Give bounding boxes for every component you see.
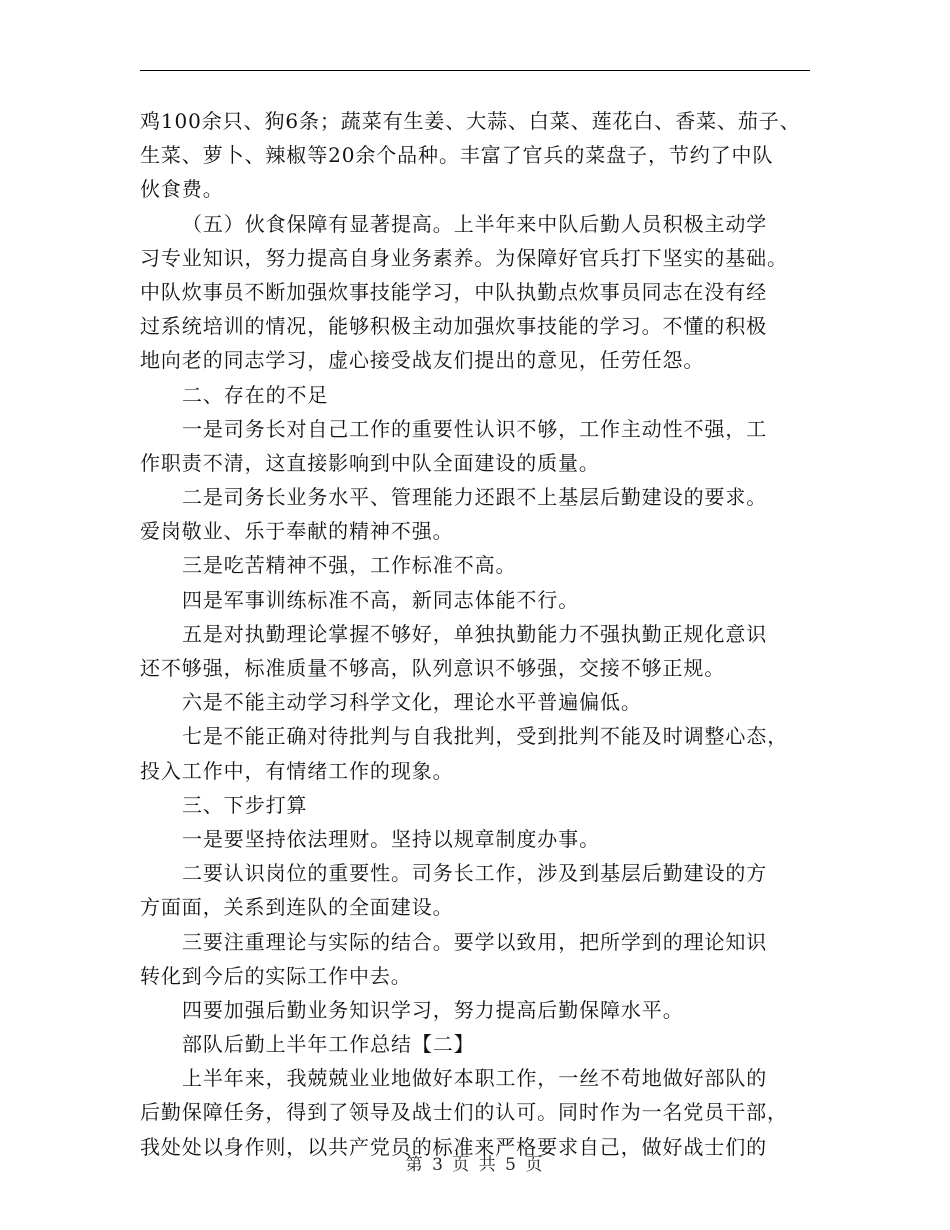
text-line: 六是不能主动学习科学文化，理论水平普遍偏低。 — [182, 690, 642, 715]
text-line: 四是军事训练标准不高，新同志体能不行。 — [182, 587, 580, 612]
text-line: 习专业知识，努力提高自身业务素养。为保障好官兵打下坚实的基础。 — [140, 245, 788, 270]
text-line: 二、存在的不足 — [182, 382, 329, 407]
text-line: 二要认识岗位的重要性。司务长工作，涉及到基层后勤建设的方 — [182, 861, 768, 886]
text-line: 地向老的同志学习，虚心接受战友们提出的意见，任劳任怨。 — [140, 348, 705, 373]
text-line: 二是司务长业务水平、管理能力还跟不上基层后勤建设的要求。 — [182, 485, 768, 510]
text-line: 后勤保障任务，得到了领导及战士们的认可。同时作为一名党员干部， — [140, 1100, 788, 1125]
text-line: 五是对执勤理论掌握不够好，单独执勤能力不强执勤正规化意识 — [182, 621, 768, 646]
text-line: 生菜、萝卜、辣椒等20余个品种。丰富了官兵的菜盘子，节约了中队 — [140, 143, 774, 168]
text-line: （五）伙食保障有显著提高。上半年来中队后勤人员积极主动学 — [182, 211, 768, 236]
text-line: 三要注重理论与实际的结合。要学以致用，把所学到的理论知识 — [182, 929, 768, 954]
text-line: 三是吃苦精神不强，工作标准不高。 — [182, 553, 517, 578]
text-line: 过系统培训的情况，能够积极主动加强炊事技能的学习。不懂的积极 — [140, 314, 767, 339]
text-line: 作职责不清，这直接影响到中队全面建设的质量。 — [140, 450, 600, 475]
text-line: 投入工作中，有情绪工作的现象。 — [140, 758, 454, 783]
text-line: 还不够强，标准质量不够高，队列意识不够强，交接不够正规。 — [140, 656, 726, 680]
text-line: 上半年来，我兢兢业业地做好本职工作，一丝不苟地做好部队的 — [182, 1066, 768, 1091]
text-line: 鸡100余只、狗6条；蔬菜有生姜、大蒜、白菜、莲花白、香菜、茄子、 — [140, 109, 801, 133]
document-body — [140, 104, 830, 1164]
text-line: 七是不能正确对待批判与自我批判，受到批判不能及时调整心态， — [182, 724, 789, 749]
text-line: 爱岗敬业、乐于奉献的精神不强。 — [140, 519, 454, 544]
text-line: 方面面，关系到连队的全面建设。 — [140, 895, 454, 920]
text-line: 四要加强后勤业务知识学习，努力提高后勤保障水平。 — [182, 997, 684, 1022]
text-line: 转化到今后的实际工作中去。 — [140, 963, 412, 988]
text-line: 一是要坚持依法理财。坚持以规章制度办事。 — [182, 826, 600, 851]
text-line: 我处处以身作则，以共产党员的标准来严格要求自己，做好战士们的 — [140, 1134, 767, 1159]
text-line: 部队后勤上半年工作总结【二】 — [182, 1032, 475, 1057]
text-line: 一是司务长对自己工作的重要性认识不够，工作主动性不强，工 — [182, 416, 768, 441]
page-footer: 第 3 页 共 5 页 — [405, 1155, 545, 1175]
header-rule — [140, 70, 810, 71]
text-line: 三、下步打算 — [182, 792, 308, 817]
text-line: 中队炊事员不断加强炊事技能学习，中队执勤点炊事员同志在没有经 — [140, 279, 767, 304]
text-line: 伙食费。 — [140, 177, 224, 202]
